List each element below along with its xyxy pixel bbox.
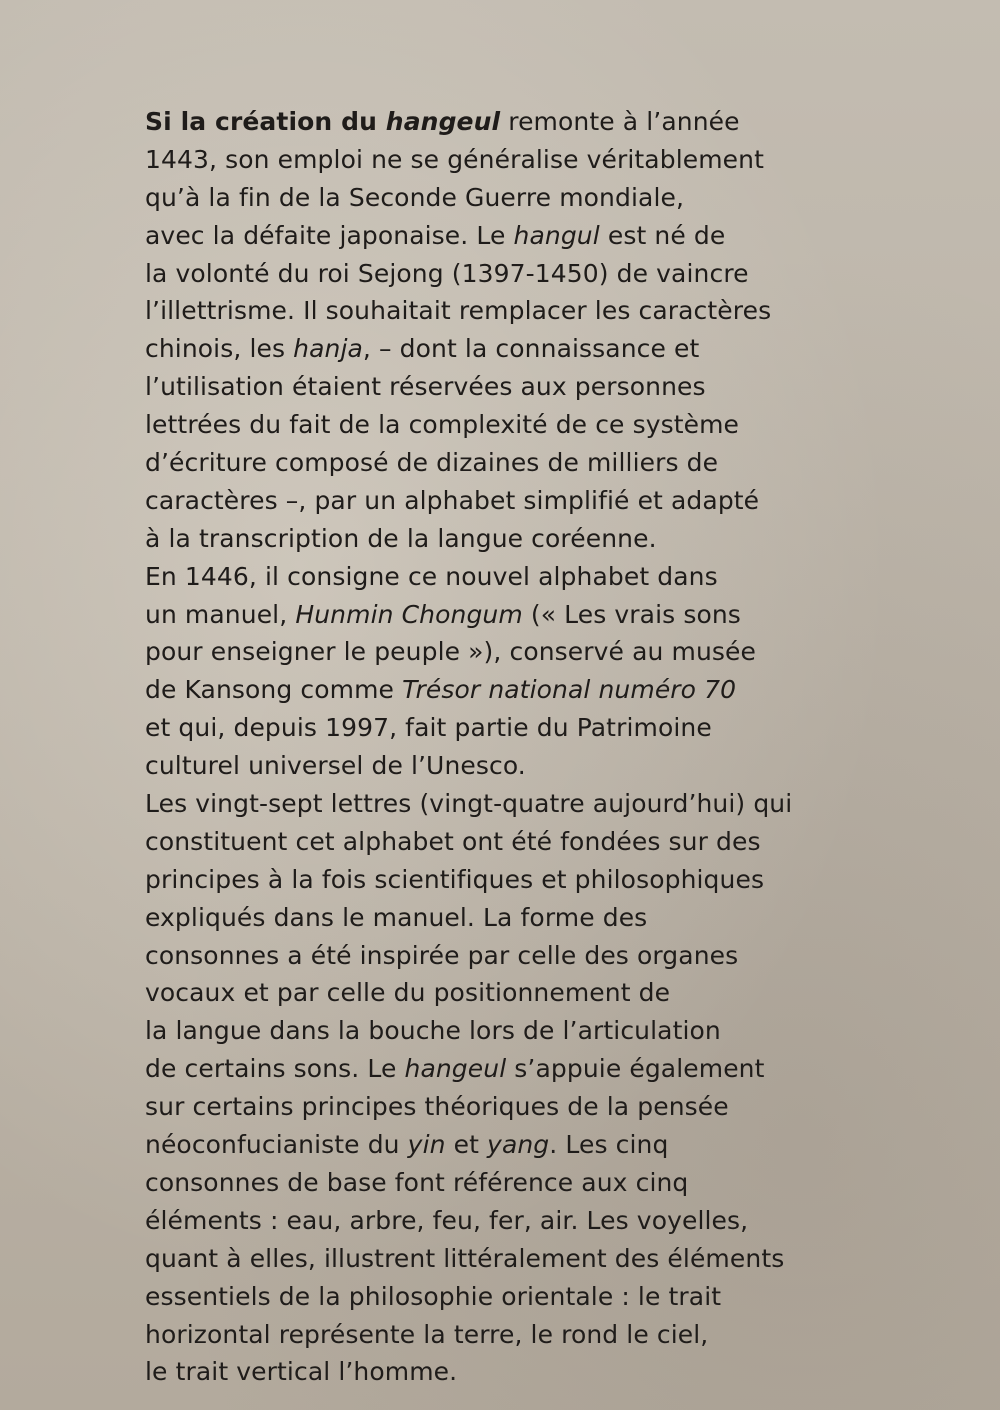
text-segment: caractères –, par un alphabet simplifié et adapté (145, 485, 760, 515)
text-segment: lettrées du fait de la complexité de ce système (145, 410, 740, 440)
text-segment: sur certains principes théoriques de la pensée (145, 1092, 729, 1122)
text-segment: la langue dans la bouche lors de l’articulation (145, 1016, 721, 1046)
text-segment: l’utilisation étaient réservées aux personnes (145, 372, 706, 402)
text-segment: d’écriture composé de dizaines de milliers de (145, 448, 719, 478)
text-line (145, 482, 825, 520)
text-line (145, 671, 825, 709)
text-segment: est né de (599, 220, 726, 250)
text-line (145, 1012, 825, 1050)
text-segment: éléments : eau, arbre, feu, fer, air. Les voyelles, (145, 1205, 749, 1235)
text-segment: expliqués dans le manuel. La forme des (145, 902, 648, 932)
text-segment: En 1446, il consigne ce nouvel alphabet dans (145, 561, 718, 591)
text-segment: qu’à la fin de la Seconde Guerre mondiale, (145, 182, 685, 212)
text-segment: 1443, son emploi ne se généralise véritablement (145, 144, 765, 174)
text-segment: de certains sons. Le (145, 1054, 405, 1084)
text-line (145, 596, 825, 634)
text-segment: la volonté du roi Sejong (1397-1450) de vaincre (145, 258, 749, 288)
text-line (145, 255, 825, 293)
text-segment: (« Les vrais sons (522, 599, 741, 629)
text-line (145, 1278, 825, 1316)
text-segment: , – dont la connaissance et (362, 334, 700, 364)
text-segment: chinois, les (145, 334, 294, 364)
panel-text (145, 103, 825, 1391)
text-line (145, 1353, 825, 1391)
text-line (145, 1164, 825, 1202)
text-line (145, 103, 825, 141)
text-segment: vocaux et par celle du positionnement de (145, 978, 671, 1008)
text-segment: constituent cet alphabet ont été fondées sur des (145, 826, 761, 856)
text-line (145, 633, 825, 671)
text-line (145, 179, 825, 217)
text-segment: consonnes de base font référence aux cinq (145, 1167, 689, 1197)
text-segment: essentiels de la philosophie orientale : le trait (145, 1281, 722, 1311)
text-segment: consonnes a été inspirée par celle des organes (145, 940, 739, 970)
text-line (145, 444, 825, 482)
text-segment: et (445, 1130, 488, 1160)
text-line (145, 217, 825, 255)
text-segment: pour enseigner le peuple »), conservé au musée (145, 637, 756, 667)
text-segment: culturel universel de l’Unesco. (145, 751, 526, 781)
italic-text-segment: hangul (513, 220, 600, 250)
text-segment: Les vingt-sept lettres (vingt-quatre aujourd’hui) qui (145, 789, 793, 819)
text-segment: l’illettrisme. Il souhaitait remplacer les caractères (145, 296, 772, 326)
text-line (145, 558, 825, 596)
text-segment: remonte à l’année (500, 107, 740, 136)
text-segment: . Les cinq (549, 1130, 669, 1160)
text-line (145, 899, 825, 937)
text-line (145, 141, 825, 179)
text-line (145, 368, 825, 406)
text-line (145, 709, 825, 747)
text-line (145, 1050, 825, 1088)
text-line (145, 785, 825, 823)
text-line (145, 1240, 825, 1278)
text-line (145, 823, 825, 861)
italic-text-segment: Hunmin Chongum (295, 599, 523, 629)
text-segment: quant à elles, illustrent littéralement des éléments (145, 1243, 785, 1273)
text-line (145, 406, 825, 444)
text-line (145, 974, 825, 1012)
text-segment: de Kansong comme (145, 675, 403, 705)
text-segment: s’appuie également (506, 1054, 765, 1084)
text-line (145, 330, 825, 368)
text-segment: à la transcription de la langue coréenne. (145, 523, 657, 553)
text-segment: principes à la fois scientifiques et philosophiques (145, 864, 765, 894)
text-segment: horizontal représente la terre, le rond le ciel, (145, 1319, 709, 1349)
text-segment: et qui, depuis 1997, fait partie du Patrimoine (145, 713, 712, 743)
text-segment: néoconfucianiste du (145, 1130, 408, 1160)
italic-text-segment: yin (407, 1130, 446, 1160)
text-line (145, 292, 825, 330)
bold-text-segment: Si la création du (145, 107, 386, 136)
text-line (145, 520, 825, 558)
italic-text-segment: yang (487, 1130, 550, 1160)
text-segment: un manuel, (145, 599, 296, 629)
text-line (145, 1316, 825, 1354)
italic-text-segment: hangeul (404, 1054, 507, 1084)
italic-text-segment: Trésor national numéro 70 (402, 675, 737, 705)
text-line (145, 937, 825, 975)
text-line (145, 747, 825, 785)
text-segment: avec la défaite japonaise. Le (145, 220, 514, 250)
text-line (145, 861, 825, 899)
text-segment: le trait vertical l’homme. (145, 1357, 458, 1387)
bold-italic-text-segment: hangeul (385, 107, 501, 136)
text-line (145, 1126, 825, 1164)
text-line (145, 1088, 825, 1126)
italic-text-segment: hanja (293, 334, 363, 364)
text-line (145, 1202, 825, 1240)
